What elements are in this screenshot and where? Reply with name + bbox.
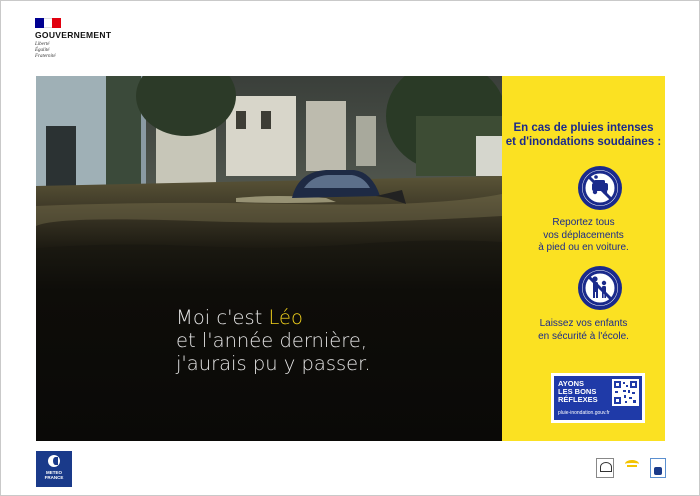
headline-line-1: Moi c'est Léo <box>176 306 303 329</box>
headline-line-3: j'aurais pu y passer. <box>176 352 371 375</box>
partner-logo-1 <box>596 458 614 478</box>
qr-code-icon <box>612 379 639 406</box>
advice-title: En cas de pluies intenses et d'inondations soudaines : <box>505 122 662 148</box>
government-motto: Liberté Égalité Fraternité <box>35 42 56 59</box>
french-flag-icon <box>35 18 61 28</box>
advice-item-travel: Reportez tous vos déplacements à pied ou en voiture. <box>538 217 629 253</box>
headline-line-2: et l'année dernière, <box>176 329 368 352</box>
no-children-outside-icon <box>578 266 622 310</box>
flood-photo <box>36 76 502 441</box>
person-name: Léo <box>268 306 303 329</box>
meteo-france-mark-icon <box>48 455 60 467</box>
advice-item-children: Laissez vos enfants en sécurité à l'école. <box>538 318 629 342</box>
meteo-france-logo: METEO FRANCE <box>36 451 72 487</box>
advice-panel <box>502 76 665 441</box>
government-logo <box>35 18 135 64</box>
campaign-url: pluie-inondation.gouv.fr <box>558 410 610 416</box>
government-name: GOUVERNEMENT <box>35 30 112 40</box>
partner-logo-2 <box>623 458 641 478</box>
campaign-badge <box>551 373 645 423</box>
no-driving-icon <box>578 166 622 210</box>
headline <box>176 306 496 375</box>
campaign-slogan: AYONS LES BONS RÉFLEXES <box>558 379 598 404</box>
partner-logo-3 <box>650 458 666 478</box>
flooded-street-illustration <box>36 76 502 441</box>
